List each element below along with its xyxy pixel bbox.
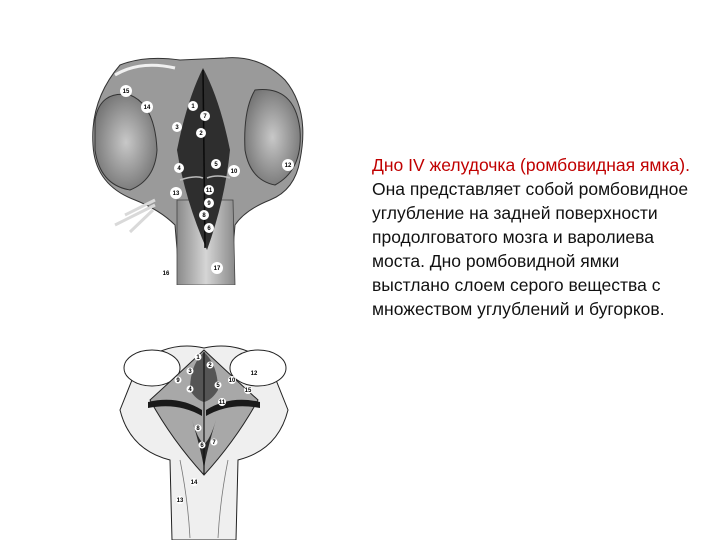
photo-marker-10: [228, 165, 240, 177]
svg-text:4: 4: [188, 387, 192, 393]
photo-marker-16: [160, 267, 172, 279]
photo-marker-7: [200, 111, 210, 121]
svg-text:15: 15: [122, 89, 130, 95]
svg-text:3: 3: [188, 369, 192, 375]
svg-text:8: 8: [202, 213, 206, 219]
svg-text:6: 6: [200, 443, 204, 449]
svg-text:8: 8: [196, 426, 200, 432]
svg-text:14: 14: [190, 480, 198, 486]
svg-text:11: 11: [218, 400, 226, 406]
svg-text:2: 2: [208, 363, 212, 369]
photo-marker-17: [211, 262, 223, 274]
svg-text:12: 12: [250, 371, 258, 377]
svg-text:6: 6: [207, 226, 211, 232]
svg-text:10: 10: [230, 169, 238, 175]
svg-text:1: 1: [196, 355, 200, 361]
slide-heading: Дно IV желудочка (ромбовидная ямка).: [372, 155, 690, 175]
diagram-marker-15: [244, 386, 252, 394]
photo-marker-11: [204, 185, 214, 195]
svg-text:13: 13: [176, 498, 184, 504]
photo-marker-12: [282, 159, 294, 171]
photo-marker-13: [170, 187, 182, 199]
svg-text:17: 17: [213, 266, 221, 272]
photo-marker-2: [196, 128, 206, 138]
diagram-marker-13: [176, 496, 184, 504]
rhomboid-fossa-diagram: [118, 340, 290, 540]
svg-text:2: 2: [199, 131, 203, 137]
brainstem-photo: [85, 50, 315, 285]
svg-text:3: 3: [175, 125, 179, 131]
svg-text:7: 7: [212, 440, 216, 446]
svg-text:16: 16: [162, 271, 170, 277]
svg-text:10: 10: [228, 378, 236, 384]
photo-marker-15: [120, 85, 132, 97]
slide-body: Она представляет собой ромбовидное углубление на задней поверхности продолговатого мозга и варолиева моста. Дно ромбовидной ямки выстлано слоем серого вещества с множеством углублений и бугорков.: [372, 179, 689, 319]
svg-text:1: 1: [191, 104, 195, 110]
svg-text:11: 11: [205, 188, 213, 194]
svg-text:13: 13: [172, 191, 180, 197]
diagram-marker-14: [190, 478, 198, 486]
svg-text:15: 15: [244, 388, 252, 394]
photo-marker-8: [199, 210, 209, 220]
svg-text:9: 9: [207, 201, 211, 207]
slide-text: [372, 153, 692, 321]
photo-marker-3: [172, 122, 182, 132]
photo-marker-4: [174, 163, 184, 173]
svg-text:9: 9: [176, 378, 180, 384]
photo-marker-6: [204, 223, 214, 233]
photo-marker-1: [188, 101, 198, 111]
photo-marker-5: [211, 159, 221, 169]
svg-text:14: 14: [143, 105, 151, 111]
diagram-marker-11: [218, 398, 226, 406]
diagram-marker-12: [250, 369, 258, 377]
photo-marker-9: [204, 198, 214, 208]
photo-marker-14: [141, 101, 153, 113]
diagram-marker-10: [228, 376, 236, 384]
svg-text:5: 5: [216, 383, 220, 389]
svg-text:7: 7: [203, 114, 207, 120]
svg-text:5: 5: [214, 162, 218, 168]
svg-text:12: 12: [284, 163, 292, 169]
svg-text:4: 4: [177, 166, 181, 172]
